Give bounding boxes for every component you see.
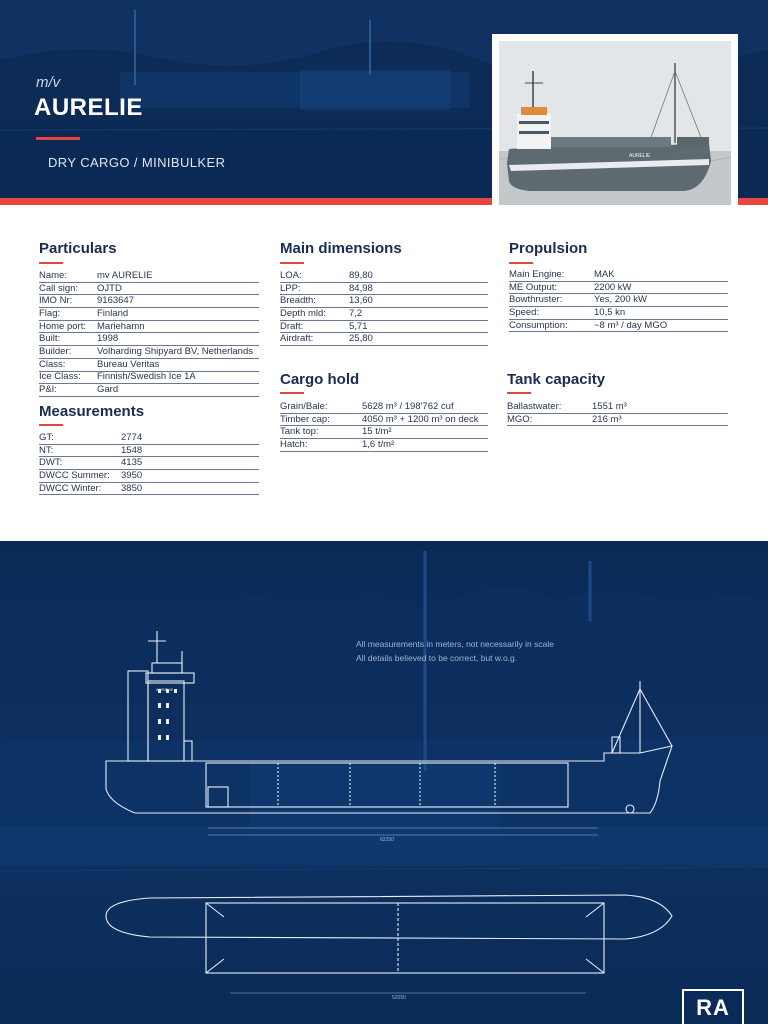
- vessel-name: AURELIE: [34, 94, 143, 121]
- spec-value: 2774: [121, 431, 143, 443]
- spec-row: [39, 432, 259, 445]
- spec-value: 25,80: [349, 333, 373, 345]
- spec-label: Depth mld:: [280, 307, 326, 319]
- spec-row: [509, 307, 728, 320]
- spec-row: [39, 483, 259, 496]
- propulsion-title: Propulsion: [509, 240, 588, 257]
- spec-label: Speed:: [509, 306, 540, 318]
- main-dimensions-title: Main dimensions: [280, 240, 402, 257]
- cargo-hold-rule: [280, 392, 304, 394]
- spec-row: [39, 270, 259, 283]
- spec-row: [39, 333, 259, 346]
- spec-value: MAK: [594, 268, 615, 280]
- spec-row: [39, 372, 259, 385]
- spec-value: Bureau Veritas: [97, 358, 160, 370]
- spec-label: MGO:: [507, 413, 533, 425]
- spec-row: [39, 457, 259, 470]
- spec-label: Hatch:: [280, 438, 308, 450]
- spec-label: Built:: [39, 333, 61, 345]
- spec-value: 1,6 t/m²: [362, 438, 395, 450]
- spec-row: [509, 320, 728, 333]
- general-arrangement-section: [0, 541, 768, 1024]
- vessel-prefix: m/v: [36, 74, 61, 91]
- spec-value: 216 m³: [592, 413, 622, 425]
- spec-value: 1551 m³: [592, 400, 627, 412]
- spec-label: LOA:: [280, 269, 302, 281]
- spec-row: [280, 308, 488, 321]
- spec-value: 4050 m³ + 1200 m³ on deck: [362, 413, 479, 425]
- spec-value: ~8 m³ / day MGO: [594, 319, 668, 331]
- spec-label: DWT:: [39, 457, 63, 469]
- spec-row: [39, 445, 259, 458]
- spec-row: [509, 269, 728, 282]
- company-logo-text: RA: [696, 994, 730, 1020]
- spec-label: ME Output:: [509, 281, 558, 293]
- spec-row: [39, 295, 259, 308]
- measurements-title: Measurements: [39, 403, 145, 420]
- spec-row: [39, 321, 259, 334]
- spec-label: Main Engine:: [509, 268, 565, 280]
- measurements-table: [39, 432, 259, 495]
- spec-label: DWCC Winter:: [39, 482, 102, 494]
- general-arrangement-drawing: [0, 541, 768, 1024]
- spec-row: [280, 321, 488, 334]
- spec-row: [280, 295, 488, 308]
- spec-row: [280, 283, 488, 296]
- spec-row: [39, 359, 259, 372]
- spec-label: Bowthruster:: [509, 294, 563, 306]
- spec-label: Grain/Bale:: [280, 400, 328, 412]
- cargo-hold-title: Cargo hold: [280, 371, 360, 388]
- spec-row: [39, 470, 259, 483]
- spec-value: 5,71: [349, 320, 368, 332]
- spec-value: 5628 m³ / 198'762 cuf: [362, 400, 454, 412]
- measurements-rule: [39, 424, 63, 426]
- spec-row: [507, 414, 728, 427]
- main-dimensions-rule: [280, 262, 304, 264]
- drawing-funnel-label: AURELIE: [156, 687, 174, 692]
- spec-label: Call sign:: [39, 282, 79, 294]
- spec-row: [39, 283, 259, 296]
- spec-row: [509, 282, 728, 295]
- spec-row: [280, 439, 488, 452]
- vessel-photo: [499, 41, 731, 205]
- spec-value: Yes, 200 kW: [594, 294, 647, 306]
- tank-capacity-table: [507, 401, 728, 426]
- spec-label: Home port:: [39, 320, 86, 332]
- spec-label: Tank top:: [280, 426, 319, 438]
- spec-value: Volharding Shipyard BV, Netherlands: [97, 345, 253, 357]
- spec-label: Class:: [39, 358, 66, 370]
- main-dimensions-table: [280, 270, 488, 346]
- spec-row: [280, 426, 488, 439]
- tank-capacity-rule: [507, 392, 531, 394]
- particulars-title: Particulars: [39, 240, 117, 257]
- spec-row: [280, 401, 488, 414]
- spec-row: [280, 414, 488, 427]
- spec-value: 13,60: [349, 295, 373, 307]
- spec-label: GT:: [39, 431, 54, 443]
- spec-value: 3850: [121, 482, 143, 494]
- spec-label: DWCC Summer:: [39, 469, 110, 481]
- spec-value: 2200 kW: [594, 281, 632, 293]
- spec-value: 15 t/m²: [362, 426, 392, 438]
- drawing-note-disclaimer: All details believed to be correct, but w.o.g.: [356, 653, 518, 663]
- spec-label: Airdraft:: [280, 333, 314, 345]
- photo-hull-label: AURELIE: [629, 153, 651, 159]
- spec-label: NT:: [39, 444, 54, 456]
- vessel-photo-frame: [492, 34, 738, 212]
- spec-label: Breadth:: [280, 295, 316, 307]
- spec-value: 1548: [121, 444, 143, 456]
- spec-value: Gard: [97, 384, 119, 396]
- tank-capacity-title: Tank capacity: [507, 371, 606, 388]
- spec-value: 1998: [97, 333, 119, 345]
- spec-row: [280, 333, 488, 346]
- propulsion-rule: [509, 262, 533, 264]
- spec-label: Draft:: [280, 320, 304, 332]
- spec-value: 3950: [121, 469, 143, 481]
- spec-value: 10,5 kn: [594, 306, 626, 318]
- spec-value: 89,80: [349, 269, 373, 281]
- spec-row: [39, 384, 259, 397]
- spec-value: Finland: [97, 307, 129, 319]
- particulars-table: [39, 270, 259, 397]
- drawing-length-label: 62350: [380, 837, 394, 843]
- spec-value: 7,2: [349, 307, 363, 319]
- spec-value: mv AURELIE: [97, 269, 153, 281]
- spec-row: [39, 308, 259, 321]
- spec-value: Finnish/Swedish Ice 1A: [97, 371, 196, 383]
- spec-row: [507, 401, 728, 414]
- spec-label: Ballastwater:: [507, 400, 562, 412]
- vessel-type: DRY CARGO / MINIBULKER: [48, 155, 226, 170]
- spec-label: Flag:: [39, 307, 61, 319]
- title-accent-rule: [36, 137, 80, 140]
- spec-label: P&I:: [39, 384, 57, 396]
- spec-value: 4135: [121, 457, 143, 469]
- drawing-note-scale: All measurements in meters, not necessarily in scale: [356, 639, 554, 649]
- spec-value: Mariehamn: [97, 320, 145, 332]
- spec-row: [39, 346, 259, 359]
- spec-value: 84,98: [349, 282, 373, 294]
- spec-label: Timber cap:: [280, 413, 330, 425]
- spec-label: Consumption:: [509, 319, 568, 331]
- spec-label: LPP:: [280, 282, 301, 294]
- cargo-hold-table: [280, 401, 488, 452]
- spec-label: Builder:: [39, 345, 72, 357]
- spec-row: [280, 270, 488, 283]
- spec-label: IMO Nr:: [39, 295, 73, 307]
- propulsion-table: [509, 269, 728, 332]
- spec-row: [509, 294, 728, 307]
- drawing-deck-length-label: 52050: [392, 995, 406, 1001]
- vessel-photo-illustration: [499, 41, 731, 205]
- spec-value: OJTD: [97, 282, 122, 294]
- company-logo: [682, 989, 744, 1024]
- particulars-rule: [39, 262, 63, 264]
- spec-value: 9163647: [97, 295, 134, 307]
- spec-label: Ice Class:: [39, 371, 81, 383]
- spec-label: Name:: [39, 269, 67, 281]
